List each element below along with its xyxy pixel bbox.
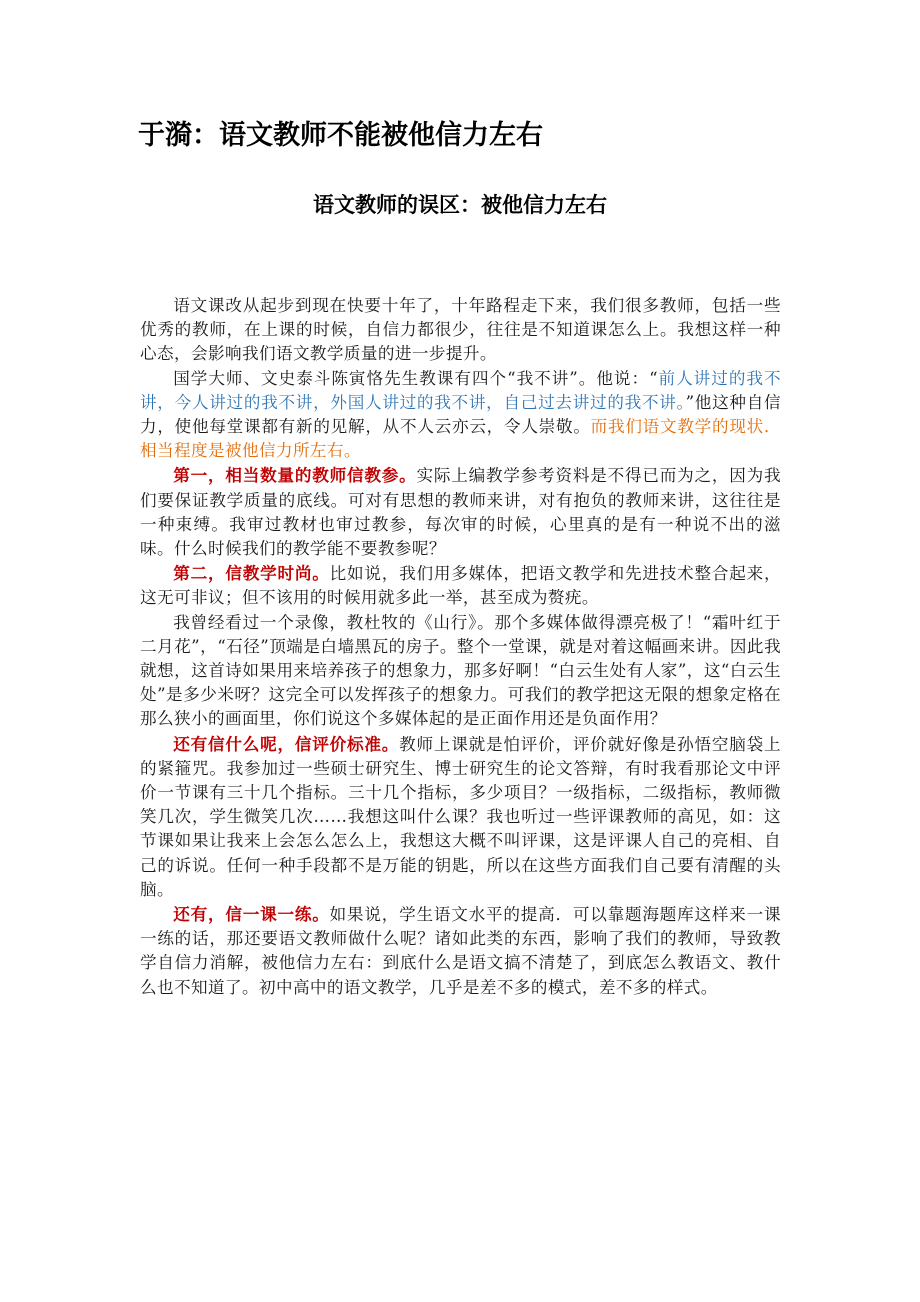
chen-yinke-quote: 前人讲过的我不讲，今人讲过的我不讲，外国人讲过的我不讲，自己过去讲过的我不讲。 [140,368,781,412]
document-title: 于漪：语文教师不能被他信力左右 [138,120,543,151]
paragraph-2 [140,367,781,464]
paragraph-5 [140,611,781,732]
paragraph-1 [140,294,781,367]
paragraph-4-text: 比如说，我们用多媒体，把语文教学和先进技术整合起来，这无可非议；但不该用的时候用就多此一举，甚至成为赘疣。 [140,564,781,608]
point-3-heading: 还有信什么呢，信评价标准。 [173,733,400,754]
paragraph-7-text: 如果说，学生语文水平的提高．可以靠题海题库这样来一课一练的话，那还要语文教师做什么呢？诸如此类的东西，影响了我们的教师，导致教学自信力消解，被他信力左右：到底什么是语文搞不清楚了，到底怎么教语文、教什么也不知道了。初中高中的语文教学，几乎是差不多的模式，差不多的样式。 [140,905,781,997]
paragraph-1-text: 语文课改从起步到现在快要十年了，十年路程走下来，我们很多教师，包括一些优秀的教师，在上课的时候，自信力都很少，往往是不知道课怎么上。我想这样一种心态，会影响我们语文教学质量的进一步提升。 [140,296,781,364]
article-body [140,294,781,1000]
paragraph-2-after-quote: ”他这种自信力，使他每堂课都有新的见解，从不人云亦云，令人崇敬。 [140,392,782,437]
point-2-heading: 第二，信教学时尚。 [173,563,330,584]
document-subtitle: 语文教师的误区：被他信力左右 [313,193,607,217]
paragraph-2-intro: 国学大师、文史泰斗陈寅恪先生教课有四个“我不讲”。他说：“ [173,368,658,388]
paragraph-7 [140,902,781,1000]
point-4-heading: 还有，信一课一练。 [173,904,330,925]
paragraph-3 [140,463,781,561]
paragraph-6 [140,732,781,902]
paragraph-3-text: 实际上编教学参考资料是不得已而为之，因为我们要保证教学质量的底线。可对有思想的教师来讲，对有抱负的教师来讲，这往往是一种束缚。我审过教材也审过教参，每次审的时候，心里真的是有一种说不出的滋味。什么时候我们的教学能不要教参呢？ [140,466,781,559]
paragraph-6-text: 教师上课就是怕评价，评价就好像是孙悟空脑袋上的紧箍咒。我参加过一些硕士研究生、博士研究生的论文答辩，有时我看那论文中评价一节课有三十几个指标。三十几个指标，多少项目？一级指标，二级指标，教师微笑几次，学生微笑几次……我想这叫什么课？我也听过一些评课教师的高见，如：这节课如果让我来上会怎么怎么上，我想这大概不叫评课，这是评课人自己的亮相、自己的诉说。任何一种手段都不是万能的钥匙，所以在这些方面我们自己要有清醒的头脑。 [140,734,781,899]
paragraph-5-text: 我曾经看过一个录像，教杜牧的《山行》。那个多媒体做得漂亮极了！“霜叶红于二月花”，“石径”顶端是白墙黑瓦的房子。整个一堂课，就是对着这幅画来讲。因此我就想，这首诗如果用来培养孩子的想象力，那多好啊！“白云生处有人家”，这“白云生处”是多少米呀？这完全可以发挥孩子的想象力。可我们的教学把这无限的想象定格在那么狭小的画面里，你们说这个多媒体起的是正面作用还是负面作用？ [140,612,781,729]
paragraph-2-highlight: 而我们语文教学的现状．相当程度是被他信力所左右。 [140,417,781,461]
paragraph-4 [140,561,781,610]
point-1-heading: 第一，相当数量的教师信教参。 [173,465,417,486]
